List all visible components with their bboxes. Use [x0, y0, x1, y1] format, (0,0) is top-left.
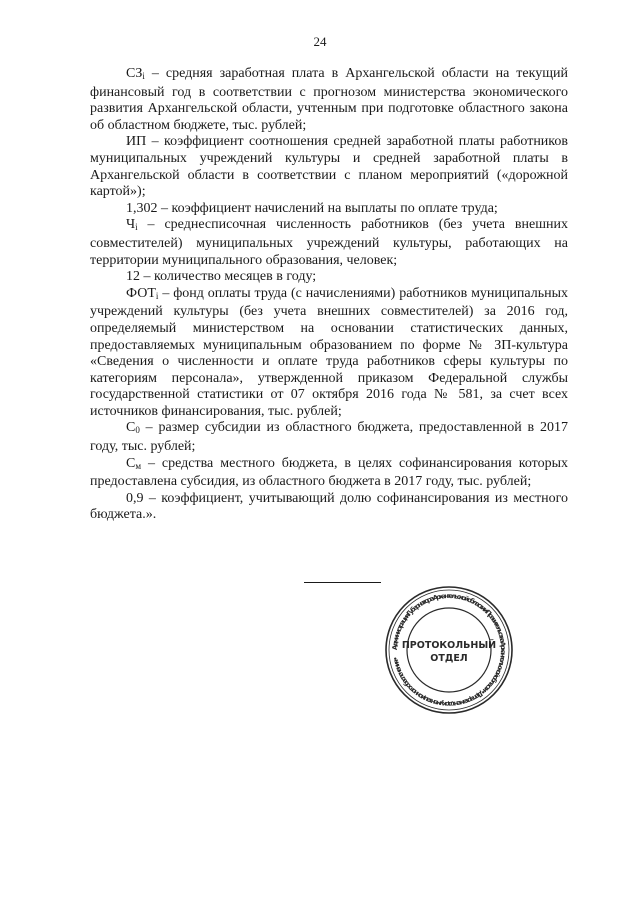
formula-symbol: $С_0$	[126, 420, 140, 436]
paragraph-text: 0,9 – коэффициент, учитывающий долю софинансирования из местного бюджета.».	[90, 490, 568, 523]
paragraph	[90, 456, 568, 491]
page-number: 24	[313, 34, 327, 49]
document-body	[90, 66, 568, 524]
paragraph-text: 12 – количество месяцев в году;	[126, 269, 317, 285]
paragraph	[90, 491, 568, 524]
formula-symbol: $С_м$	[126, 455, 142, 471]
formula-symbol: $Ч_i$	[126, 217, 138, 233]
stamp-center-line2: ОТДЕЛ	[430, 653, 468, 664]
paragraph	[90, 217, 568, 269]
paragraph-text: – среднесписочная численность работников (без учета внешних совместителей) муниципальных учреждений культуры, работающих на территории муниципального образования, человек;	[90, 217, 568, 268]
stamp-ring-text: Администрация Губернатора Архангельской области и Правительства Архангельской области • Департамент документационного обеспечения •	[390, 591, 508, 709]
paragraph	[90, 66, 568, 134]
stamp-center-line1: ПРОТОКОЛЬНЫЙ	[401, 640, 497, 651]
paragraph	[90, 134, 568, 200]
formula-symbol: $СЗ_i$	[126, 66, 145, 81]
stamp-seal-icon	[383, 584, 515, 716]
paragraph-text: – фонд оплаты труда (с начислениями) работников муниципальных учреждений культуры (без учета внешних совместителей) за 2016 год, определяемый министерством на основании статистических данных, предоставляемых муниципальным образованием по форме № ЗП-культура «Сведения о численности и оплате труда работников сферы культуры по категориям персонала», утвержденной приказом Федеральной службы государственной статистики от 07 октября 2016 года № 581, за счет всех источников финансирования, тыс. рублей;	[90, 285, 568, 419]
paragraph-text: ИП – коэффициент соотношения средней заработной платы работников муниципальных учреждений культуры и средней заработной платы в Архангельской области в соответствии с планом мероприятий («дорожной картой»);	[90, 134, 568, 200]
paragraph-text: 1,302 – коэффициент начислений на выплаты по оплате труда;	[126, 200, 498, 216]
paragraph	[90, 201, 568, 218]
paragraph-text: – средства местного бюджета, в целях софинансирования которых предоставлена субсидия, из областного бюджета в 2017 году, тыс. рублей;	[90, 455, 568, 490]
paragraph	[90, 286, 568, 421]
paragraph-text: – размер субсидии из областного бюджета, предоставленной в 2017 году, тыс. рублей;	[90, 420, 568, 455]
paragraph	[90, 269, 568, 286]
separator-line	[304, 582, 381, 583]
paragraph	[90, 420, 568, 455]
official-stamp	[383, 584, 515, 716]
formula-symbol: $ФОТ_i$	[126, 285, 159, 301]
paragraph-text: – средняя заработная плата в Архангельской области на текущий финансовый год в соответствии с прогнозом министерства экономического развития Архангельской области, учтенным при подготовке областного закона об областном бюджете, тыс. рублей;	[90, 66, 568, 133]
